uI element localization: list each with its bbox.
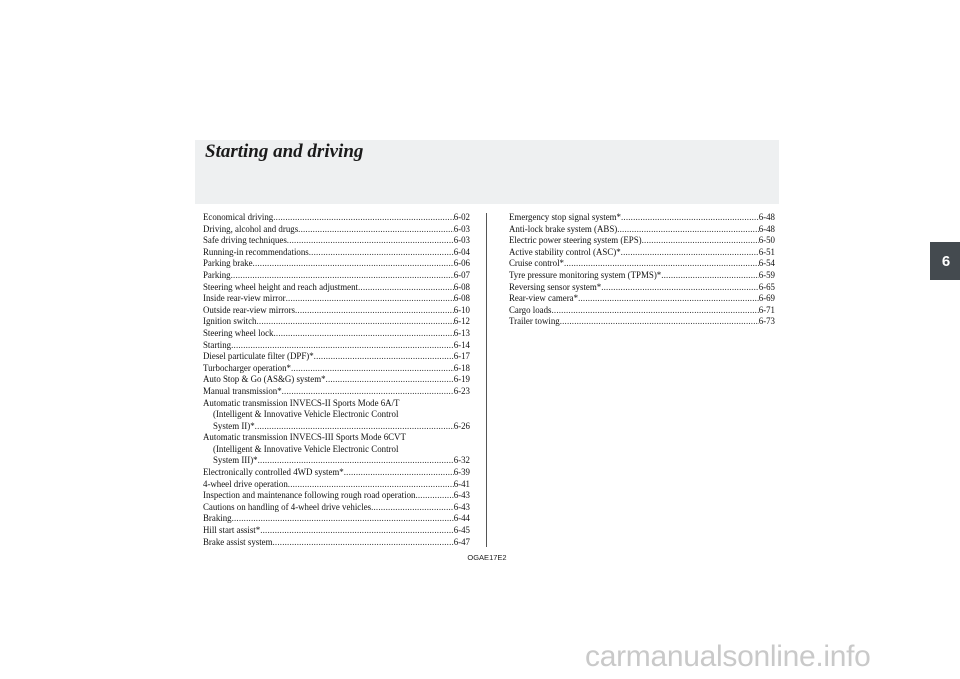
dot-leader [287,235,454,247]
dot-leader [282,386,454,398]
toc-entry-page: 6-08 [453,281,470,292]
toc-entry[interactable] [203,374,470,386]
toc-entry-page: 6-73 [758,316,775,327]
dot-leader [326,374,454,386]
toc-entry-page: 6-50 [758,235,775,246]
toc-entry[interactable] [203,525,470,537]
toc-entry-page: 6-17 [453,351,470,362]
toc-entry-page: 6-32 [453,455,470,466]
toc-entry-title: Tyre pressure monitoring system (TPMS)* [509,269,662,280]
toc-entry-page: 6-26 [453,420,470,431]
dot-leader [286,293,454,305]
toc-entry-title: Reversing sensor system* [509,281,602,292]
toc-entry-title: Braking [203,513,232,524]
watermark: carmanualsonline.info [585,640,871,673]
toc-entry-title: Auto Stop & Go (AS&G) system* [203,374,326,385]
chapter-tab[interactable] [930,242,960,280]
toc-entry[interactable] [203,235,470,247]
dot-leader [621,247,759,259]
toc-entry-title: Diesel particulate filter (DPF)* [203,351,314,362]
toc-entry-title: Trailer towing [509,316,560,327]
toc-entry-page: 6-69 [758,293,775,304]
toc-entry-page: 6-02 [453,212,470,222]
toc-entry-page: 6-51 [758,246,775,257]
toc-entry-page: 6-12 [453,316,470,327]
toc-entry-title: Active stability control (ASC)* [509,246,621,257]
toc-entry[interactable] [203,293,470,305]
toc-entry[interactable] [203,316,470,328]
toc-entry[interactable] [203,467,470,479]
toc-entry-title: Inspection and maintenance following rough road operation [203,490,416,501]
toc-entry[interactable] [203,398,470,433]
toc-entry[interactable] [203,351,470,363]
toc-entry[interactable] [509,305,775,317]
dot-leader [617,224,759,236]
toc-entry-page: 6-65 [758,281,775,292]
toc-entry-title: Starting [203,339,232,350]
toc-entry[interactable] [203,305,470,317]
toc-entry-page: 6-19 [453,374,470,385]
toc-entry-page: 6-03 [453,223,470,234]
toc-entry[interactable] [509,270,775,282]
toc-entry-page: 6-06 [453,258,470,269]
toc-entry-title: Hill start assist* [203,525,261,536]
dot-leader [232,513,454,525]
toc-entry-page: 6-59 [758,269,775,280]
toc-entry-title: Parking brake [203,258,253,269]
dot-leader [298,224,454,236]
toc-entry-page: 6-45 [453,525,470,536]
dot-leader [661,270,759,282]
toc-entry-title: Cruise control* [509,258,564,269]
toc-entry[interactable] [203,247,470,259]
toc-entry[interactable] [509,247,775,259]
toc-entry-title: Emergency stop signal system* [509,212,621,222]
dot-leader [273,212,453,224]
toc-entry[interactable] [203,340,470,352]
toc-entry-title-continued: System III)* [213,455,258,466]
toc-entry[interactable] [203,537,470,549]
toc-entry-page: 6-48 [758,223,775,234]
toc-entry-page: 6-43 [453,490,470,501]
toc-entry-title-continued: (Intelligent & Innovative Vehicle Electronic Control [213,443,399,454]
toc-entry-title: Automatic transmission INVECS-II Sports Mode 6A/T [203,397,400,408]
toc-entry[interactable] [203,258,470,270]
dot-leader [273,328,453,340]
toc-entry-title: Cautions on handling of 4-wheel drive vehicles [203,501,372,512]
dot-leader [415,490,453,502]
toc-entry-title: Steering wheel height and reach adjustment [203,281,359,292]
toc-entry-page: 6-23 [453,385,470,396]
toc-entry-page: 6-47 [453,536,470,547]
toc-entry-page: 6-18 [453,362,470,373]
dot-leader [314,351,454,363]
toc-entry-title: Rear-view camera* [509,293,579,304]
toc-entry[interactable] [203,224,470,236]
dot-leader [257,316,454,328]
toc-entry-title: Parking [203,269,231,280]
toc-entry[interactable] [509,235,775,247]
toc-entry[interactable] [509,293,775,305]
toc-entry-page: 6-43 [453,501,470,512]
toc-entry-page: 6-04 [453,246,470,257]
dot-leader [258,455,454,467]
toc-entry[interactable] [509,224,775,236]
dot-leader [551,305,758,317]
toc-entry-page: 6-71 [758,304,775,315]
toc-entry[interactable] [203,363,470,375]
toc-entry-title: 4-wheel drive operation [203,478,288,489]
toc-entry-title: Economical driving [203,212,274,222]
dot-leader [253,258,454,270]
toc-entry[interactable] [203,490,470,502]
dot-leader [288,479,454,491]
dot-leader [295,305,454,317]
toc-entry[interactable] [509,282,775,294]
dot-leader [231,270,454,282]
toc-entry-title: Running-in recommendations [203,246,309,257]
dot-leader [560,316,759,328]
toc-entry-title: Turbocharger operation* [203,362,291,373]
toc-entry[interactable] [203,502,470,514]
toc-right-column [509,212,775,328]
toc-entry-page: 6-08 [453,293,470,304]
dot-leader [358,282,454,294]
toc-entry-page: 6-48 [758,212,775,222]
column-divider [486,213,487,547]
dot-leader [621,212,759,224]
dot-leader [578,293,759,305]
dot-leader [309,247,454,259]
toc-entry[interactable] [203,282,470,294]
document-code: OGAE17E2 [467,553,507,562]
dot-leader [344,467,454,479]
dot-leader [371,502,454,514]
toc-entry-title: Cargo loads [509,304,552,315]
toc-entry-title: Inside rear-view mirror [203,293,286,304]
toc-entry-page: 6-54 [758,258,775,269]
toc-entry-title: Manual transmission* [203,385,282,396]
toc-entry-title: Driving, alcohol and drugs [203,223,299,234]
toc-entry[interactable] [509,258,775,270]
toc-entry-title: Steering wheel lock [203,327,274,338]
dot-leader [564,258,759,270]
toc-entry[interactable] [203,479,470,491]
toc-left-column [203,212,470,548]
toc-entry-page: 6-10 [453,304,470,315]
toc-entry-title: Automatic transmission INVECS-III Sports Mode 6CVT [203,432,406,443]
toc-entry[interactable] [509,212,775,224]
toc-entry[interactable] [203,432,470,467]
toc-entry-title: Outside rear-view mirrors [203,304,295,315]
toc-entry-page: 6-44 [453,513,470,524]
dot-leader [291,363,454,375]
toc-entry-title: Ignition switch [203,316,257,327]
toc-entry-title: Safe driving techniques [203,235,287,246]
toc-entry[interactable] [203,513,470,525]
toc-entry-title: Brake assist system [203,536,273,547]
toc-entry[interactable] [203,270,470,282]
toc-entry-title-continued: System II)* [213,420,255,431]
toc-entry[interactable] [203,328,470,340]
toc-entry-page: 6-39 [453,467,470,478]
toc-entry-page: 6-07 [453,269,470,280]
dot-leader [231,340,454,352]
toc-entry-title: Electric power steering system (EPS) [509,235,642,246]
toc-entry-title: Anti-lock brake system (ABS) [509,223,618,234]
toc-entry[interactable] [203,212,470,224]
chapter-tab-number: 6 [941,252,951,270]
toc-entry-page: 6-03 [453,235,470,246]
dot-leader [260,525,454,537]
toc-entry-page: 6-13 [453,327,470,338]
toc-entry-title-continued: (Intelligent & Innovative Vehicle Electronic Control [213,409,399,420]
dot-leader [601,282,759,294]
dot-leader [642,235,759,247]
toc-entry[interactable] [509,316,775,328]
toc-entry-page: 6-41 [453,478,470,489]
toc-entry-title: Electronically controlled 4WD system* [203,467,344,478]
chapter-title: Starting and driving [205,141,364,162]
dot-leader [255,421,454,433]
toc-entry-page: 6-14 [453,339,470,350]
dot-leader [273,537,454,549]
toc-entry[interactable] [203,386,470,398]
